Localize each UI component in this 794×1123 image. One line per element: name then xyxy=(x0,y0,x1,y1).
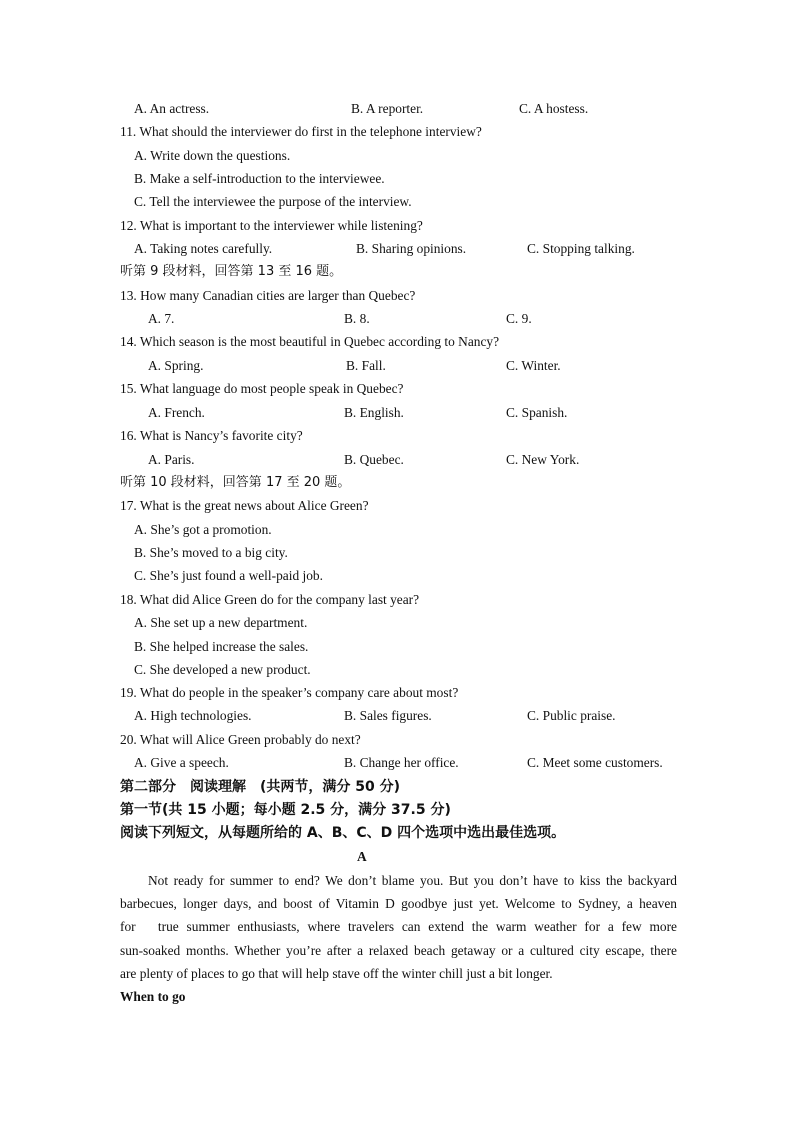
section-10-instruction: 听第 10 段材料，回答第 17 至 20 题。 xyxy=(120,475,351,490)
q13-option-b: B. 8. xyxy=(344,311,370,326)
q17-option-b: B. She’s moved to a big city. xyxy=(134,545,288,560)
q16-option-b: B. Quebec. xyxy=(344,452,404,467)
q18-option-b: B. She helped increase the sales. xyxy=(134,639,309,654)
q14-stem: 14. Which season is the most beautiful in Quebec according to Nancy? xyxy=(120,334,500,349)
q14-option-b: B. Fall. xyxy=(346,358,386,373)
q19-option-b: B. Sales figures. xyxy=(344,708,432,723)
part-2-title: 第二部分 阅读理解 (共两节，满分 50 分) xyxy=(120,779,401,795)
q12-option-c: C. Stopping talking. xyxy=(527,241,635,256)
section-9-instruction: 听第 9 段材料，回答第 13 至 16 题。 xyxy=(120,264,343,279)
passage-line-1: Not ready for summer to end? We don’t blame you. But you don’t have to kiss the backyard xyxy=(148,873,677,888)
q17-option-a: A. She’s got a promotion. xyxy=(134,522,272,537)
q11-option-a: A. Write down the questions. xyxy=(134,148,291,163)
q13-option-c: C. 9. xyxy=(506,311,532,326)
q10-option-a: A. An actress. xyxy=(134,101,210,116)
q15-option-a: A. French. xyxy=(148,405,205,420)
q11-option-c: C. Tell the interviewee the purpose of the interview. xyxy=(134,194,412,209)
q12-option-a: A. Taking notes carefully. xyxy=(134,241,273,256)
q20-option-a: A. Give a speech. xyxy=(134,755,229,770)
q11-stem: 11. What should the interviewer do first in the telephone interview? xyxy=(120,124,482,139)
q10-option-b: B. A reporter. xyxy=(351,101,424,116)
passage-line-3: for true summer enthusiasts, where travelers can extend the warm weather for a few more xyxy=(120,919,677,934)
passage-line-5: are plenty of places to go that will help stave off the winter chill just a bit longer. xyxy=(120,966,553,981)
q10-option-c: C. A hostess. xyxy=(519,101,589,116)
q20-stem: 20. What will Alice Green probably do next? xyxy=(120,732,361,747)
passage-line-2: barbecues, longer days, and boost of Vitamin D goodbye just yet. Welcome to Sydney, a heaven xyxy=(120,896,677,911)
q18-option-a: A. She set up a new department. xyxy=(134,615,308,630)
q20-option-c: C. Meet some customers. xyxy=(527,755,663,770)
q13-option-a: A. 7. xyxy=(148,311,175,326)
q19-option-c: C. Public praise. xyxy=(527,708,616,723)
q16-option-c: C. New York. xyxy=(506,452,580,467)
q18-stem: 18. What did Alice Green do for the company last year? xyxy=(120,592,420,607)
q15-stem: 15. What language do most people speak in Quebec? xyxy=(120,381,404,396)
subheading-when-to-go: When to go xyxy=(120,989,186,1004)
q17-option-c: C. She’s just found a well-paid job. xyxy=(134,568,323,583)
q19-option-a: A. High technologies. xyxy=(134,708,252,723)
q15-option-c: C. Spanish. xyxy=(506,405,568,420)
q14-option-a: A. Spring. xyxy=(148,358,204,373)
q12-stem: 12. What is important to the interviewer while listening? xyxy=(120,218,423,233)
q14-option-c: C. Winter. xyxy=(506,358,561,373)
q20-option-b: B. Change her office. xyxy=(344,755,459,770)
q17-stem: 17. What is the great news about Alice Green? xyxy=(120,498,369,513)
q16-option-a: A. Paris. xyxy=(148,452,195,467)
q13-stem: 13. How many Canadian cities are larger than Quebec? xyxy=(120,288,416,303)
q16-stem: 16. What is Nancy’s favorite city? xyxy=(120,428,303,443)
q12-option-b: B. Sharing opinions. xyxy=(356,241,467,256)
passage-letter: A xyxy=(357,849,367,864)
section-1-title: 第一节(共 15 小题；每小题 2.5 分，满分 37.5 分) xyxy=(120,802,451,818)
q18-option-c: C. She developed a new product. xyxy=(134,662,311,677)
q11-option-b: B. Make a self-introduction to the interviewee. xyxy=(134,171,385,186)
reading-instruction: 阅读下列短文，从每题所给的 A、B、C、D 四个选项中选出最佳选项。 xyxy=(120,825,566,841)
q19-stem: 19. What do people in the speaker’s company care about most? xyxy=(120,685,459,700)
q15-option-b: B. English. xyxy=(344,405,404,420)
passage-line-4: sun-soaked months. Whether you’re after a relaxed beach getaway or a cultured city escape, there xyxy=(120,943,677,958)
